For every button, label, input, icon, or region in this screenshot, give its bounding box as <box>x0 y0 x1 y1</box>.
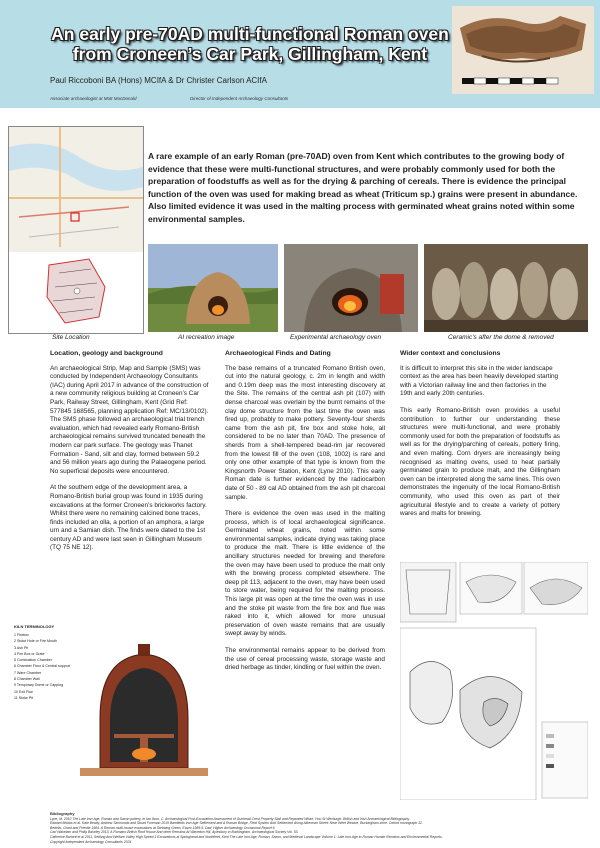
location-paragraph-1: An archaeological Strip, Map and Sample (SMS) was conducted by Independent Archaeology Consultants (IAC) during April 2017 in advance of the construction of a new community religious building at Croneen’s Car Park, Railway Street, Gillingham, Kent (Grid Ref: 577845 168565, planning application Ref: MC/13/0102). The SMS phase followed an archaeological trial trench evaluation, which had revealed early Romano-British archaeological remains survived truncated beneath the modern car park surface. The geology was Thanet Formation - Sand, silt and clay, formed between 59.2 and 56 million years ago during the Palaeogene period. No superficial deposits were encountered. <box>50 364 209 475</box>
finds-paragraph-3: The environmental remains appear to be derived from the use of cereal processing waste, storage waste and dried herbage as tinder, kindling or fuel within the oven. <box>225 647 385 672</box>
bibliography-line: Copyright Independent Archaeology Consultants 2024 <box>50 839 132 844</box>
column-finds <box>225 350 385 681</box>
location-paragraph-2: At the southern edge of the development area, a Romano-British burial group was found in 1935 during excavations at the former Croneen’s brickworks factory. Whilst there were no remaining calcined bone traces, finds included an olla, a portion of an amphora, a large urn and a Samian dish. The finds were dated to the 1st century AD and were last seen in Gillingham Museum (TQ 75 NE 12). <box>50 484 207 552</box>
heading-finds: Archaeological Finds and Dating <box>225 350 331 357</box>
kiln-legend-item: 2 Stoke Hole or Fire Mouth <box>14 639 57 644</box>
heading-location: Location, geology and background <box>50 350 163 357</box>
caption-experimental-oven: Experimental archaeology oven <box>290 334 382 341</box>
kiln-legend-item: 9 Temporary Dome or Capping <box>14 683 64 688</box>
kiln-legend-item: 5 Combustion Chamber <box>14 658 52 663</box>
authors: Paul Riccoboni BA (Hons) MCIfA & Dr Christer Carlson ACIfA <box>50 76 267 85</box>
kiln-legend-item: 10 Exit Flue <box>14 689 33 694</box>
bibliography-line: Catherine Barnett et al 2011, Settling And Welfare Valley High Speed 1 Excavations at Springhead and Northfleet, Kent The Late Iron Age, Roman, Saxon, and Medieval Landscape Volume 1: Late Iron Age to Roman Human Remains and Environmental Reports. <box>50 834 443 839</box>
caption-ceramics: Ceramic’s after the dome & removed <box>448 334 554 341</box>
bibliography-line: Carl Wakelam and Philip Baseley 2013, A Romano-British Roof House And other Remains At Wavedon Hill, Aylesbury in Buckingham. Archaeological Society Vol. 53. <box>50 830 299 835</box>
caption-ai-recreation: AI recreation image <box>178 334 235 341</box>
bibliography-line: Bedello, Grant and Priestle 1984. A Roman multi-house excavations at Stebbing Green, Essex 1989-9. Dad; Higher Archaeology Occasional Report 6. <box>50 825 276 830</box>
kiln-legend-item: 1 Firebox <box>14 633 29 637</box>
excavation-plan-drawing <box>400 562 588 800</box>
kiln-legend-item: 11 Stoke Pit <box>14 695 34 700</box>
context-paragraph-1: It is difficult to interpret this site in the wider landscape context as the area has been heavily developed starting with a Victorian railway line and then factories in the 19th and early 20th centuries. <box>400 364 559 398</box>
kiln-cross-section <box>80 638 208 778</box>
bibliography-title: Bibliography <box>50 811 75 816</box>
column-context <box>400 350 560 527</box>
experimental-oven-photo <box>284 244 418 332</box>
kiln-legend-item: 3 Ash Pit <box>14 645 29 650</box>
kiln-legend-item: 8 Chamber Wall <box>14 677 40 682</box>
pottery-sherd-photo <box>452 6 594 94</box>
column-location <box>50 350 210 561</box>
site-location-map <box>8 126 144 334</box>
bibliography-line: Edward Mobbs et al. Kate Beatty, Andrew Simmonds and Stuart Foreman 2019 Bamfields Iron Age Settlement and A Roman Bridge, Field System And Settlement Along Alkerman Street: Near Weet Westoe, Buckingham shire. Oxford monograph 32. <box>50 821 423 826</box>
kiln-legend-item: 4 Fire Box or Grate <box>14 651 45 656</box>
ai-recreation-photo <box>148 244 278 332</box>
kiln-terminology-diagram <box>8 624 212 782</box>
intro-text: A rare example of an early Roman (pre-70AD) oven from Kent which contributes to the growing body of evidence that these were multi-functional structures, and were probably commonly used for both the preparation of foodstuffs as well as for the drying & parching of cereals. There is evidence the principal function of the oven was used for making bread as wheat (Triticum sp.) grains were present in abundance. Also limited evidence it was used in the malting process with germinated wheat grains noted within some environmental samples. <box>148 151 578 224</box>
context-paragraph-2: This early Romano-British oven provides a useful contribution to further our understanding these structures were multi-functional, and were probably commonly used for both the preparation of foodstuffs as well as for the drying/parching of cereals, pottery firing, and even malting. Corn dryers are increasingly being recognised as malting ovens, used to heat partially germinated grain to produce malt, and the Gillingham oven can be interpreted along the same lines. This oven demonstrates the ingenuity of the local Romano-British community, who used this oven as part of their agricultural lifestyle and to create a variety of pottery wares and malts for brewing. <box>400 406 560 518</box>
affiliation-2: Director of Independent Archaeology Consultants <box>190 96 289 101</box>
finds-paragraph-1: The base remains of a truncated Romano British oven, cut into the natural geology, c. 2m in length and width and 0.19m deep was the most interesting discovery at the Site. The remains of the central ash pit (107) with dense charcoal was overlain by the burnt remains of the clay dome structure from the last time the oven was fired up, probably to make pottery. Seventy-four sherds came from the ash pit, fire box and stoke hole, all considered to be no later than 70AD. The presence of sherds from a shell-tempered bead-rim jar recovered from the lowest fill of the oven (108, 1002) is rare and only one other example of that type is known from the Kingsnorth Power Station, Kent (Lyne 2010). This early Roman date is further evidenced by the radiocarbon date of 50 - 89 cal AD obtained from the ash pit charcoal sample. <box>225 364 385 501</box>
kiln-legend-item: 6 Chamber Floor & Central support <box>14 664 70 669</box>
heading-context: Wider context and conclusions <box>400 350 501 357</box>
bibliography <box>50 812 570 844</box>
bibliography-line: Lyne, M. 2010 The Late Iron Age, Roman and Saxon pottery; in Ian Ilson, C. Archaeological Post-Excavation Assessment of Gunhead Crest Property Stall and Repeated Wharf, Hoo St Werburgh. British and Irish Archaeological Bibliography. <box>50 816 410 821</box>
kiln-title: KILN TERMINOLOGY <box>14 624 55 629</box>
caption-site-location: Site Location <box>52 334 90 341</box>
kiln-legend-item: 7 Ware Chamber <box>14 670 42 675</box>
affiliation-1: Associate archaeologist at Mott MacDonald <box>50 96 137 101</box>
finds-paragraph-2: There is evidence the oven was used in the malting process, which is of local archaeological significance. Germinated wheat grains, noted within some environmental samples, indicate drying was taking place to produce the malt. There is little evidence of the ancillary structures needed for brewing and therefore the oven may have been used to produce the malt only with the brewing process completed elsewhere. The deep pit 113, adjacent to the oven, may have been used to store water, being required for the malting process. This large pit was open at the time the oven was in use and the stoke pit waste from the fire box and flue was raked into it, which allowed for more unusual preservation of oven waste remains that are usually swept away by winds. <box>225 510 385 638</box>
poster-title: An early pre-70AD multi-functional Roman oven from Croneen’s Car Park, Gillingham, Kent <box>51 24 449 64</box>
ceramic-photo <box>424 244 588 332</box>
kiln-legend <box>14 632 70 701</box>
